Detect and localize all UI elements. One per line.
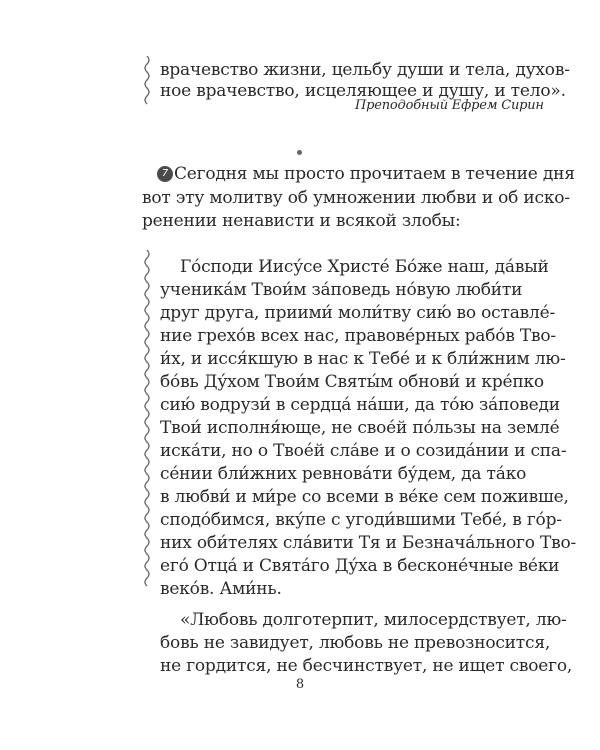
quote-line: не гордится, не бесчинствует, не ищет своего, bbox=[160, 656, 573, 676]
prayer-line: ние грехо́в всех нас, правове́рных рабо́в Тво- bbox=[160, 326, 556, 346]
prayer-line: иска́ти, но о Твое́й сла́ве и о созида́нии и спа- bbox=[160, 441, 567, 461]
intro-line: Сегодня мы просто прочитаем в течение дня bbox=[174, 164, 575, 184]
prayer-line: бо́вь Ду́хом Твои́м Святы́м обнови́ и кре́пко bbox=[160, 372, 544, 392]
quote-line: «Любовь долготерпит, милосердствует, лю- bbox=[180, 610, 567, 630]
prayer-line: ученика́м Твои́м за́поведь но́вую люби́ти bbox=[160, 280, 523, 300]
intro-line: ренении ненависти и всякой злобы: bbox=[142, 211, 461, 231]
prayer-line: друг друга, приими́ моли́тву сию́ во оставле́- bbox=[160, 303, 556, 323]
prayer-line: веко́в. Ами́нь. bbox=[160, 579, 282, 599]
intro-line: вот эту молитву об умножении любви и об иско- bbox=[142, 188, 570, 208]
prayer-line: Го́споди Иису́се Христе́ Бо́же наш, да́вый bbox=[180, 257, 549, 277]
prayer-margin-squiggle bbox=[141, 250, 153, 590]
section-divider-dot bbox=[297, 150, 302, 155]
prayer-line: его́ Отца́ и Свята́го Ду́ха в бесконе́чные ве́ки bbox=[160, 556, 560, 576]
prayer-line: Твои́ исполня́юще, не свое́й по́льзы на земле́ bbox=[160, 418, 560, 438]
quote-attribution: Преподобный Ефрем Сирин bbox=[355, 98, 544, 113]
prayer-line: сподо́бимся, вку́пе с угоди́вшими Тебе́, в го́р- bbox=[160, 510, 562, 530]
prayer-line: них оби́телях сла́вити Тя и Безнача́льного Тво- bbox=[160, 533, 577, 553]
page-number: 8 bbox=[295, 677, 305, 692]
prayer-line: се́нии бли́жних ревнова́ти бу́дем, да та́ко bbox=[160, 464, 527, 484]
quote-line: ное врачевство, исцеляющее и душу, и тело». bbox=[160, 81, 566, 101]
quote-margin-squiggle bbox=[141, 56, 153, 106]
quote-line: бовь не завидует, любовь не превозносится, bbox=[160, 633, 551, 653]
section-number-badge: 7 bbox=[157, 166, 173, 182]
prayer-line: сию́ водрузи́ в сердца́ на́ши, да то́ю за́поведи bbox=[160, 395, 560, 415]
prayer-line: в любви́ и ми́ре со всеми в ве́ке сем поживше, bbox=[160, 487, 569, 507]
prayer-line: и́х, и исся́кшую в нас к Тебе́ и к бли́жним лю- bbox=[160, 349, 566, 369]
quote-line: врачевство жизни, цельбу души и тела, духов- bbox=[160, 60, 570, 80]
